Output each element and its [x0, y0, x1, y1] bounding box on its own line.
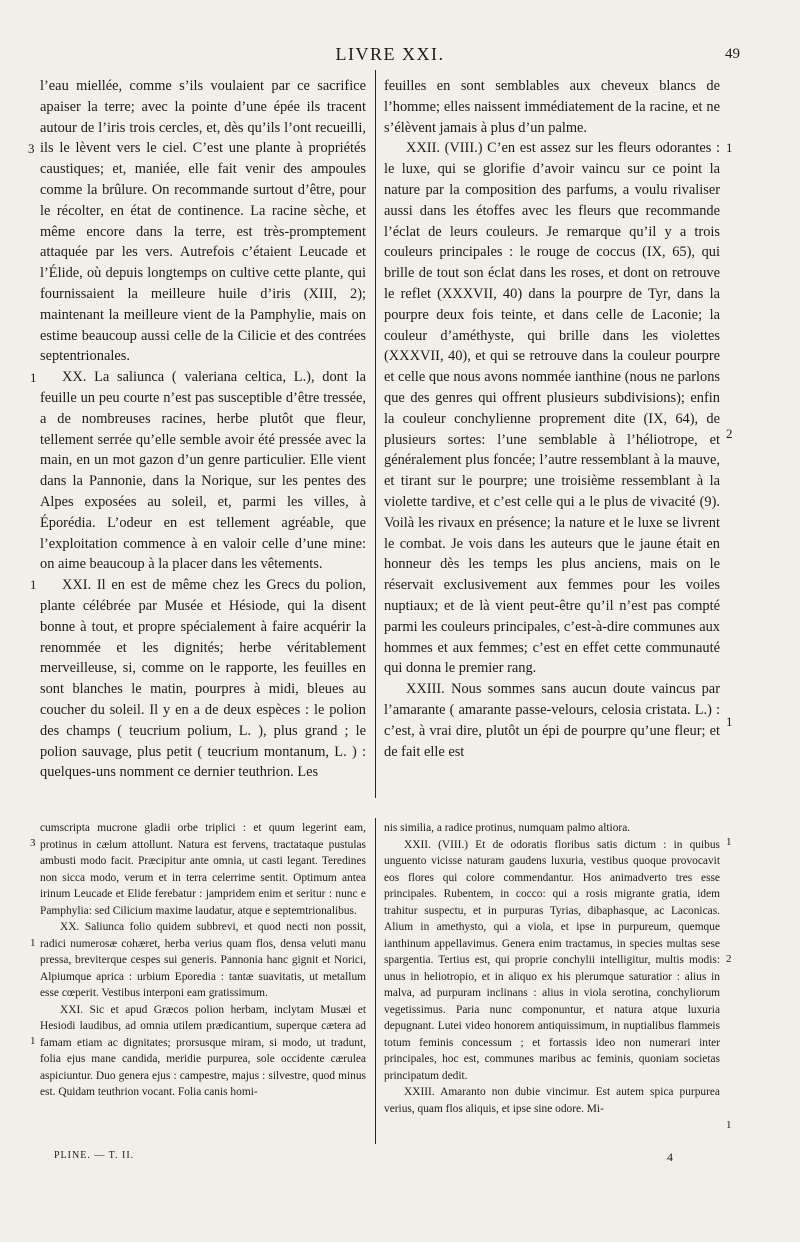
running-header — [40, 44, 740, 68]
sheet-number: 4 — [667, 1150, 673, 1164]
margin-number: 1 — [30, 937, 36, 949]
latin-paragraph: XX. Saliunca folio quidem subbrevi, et quod necti non possit, radici numerosæ cohæret, herba verius quam flos, densa veluti manu pressa, breviterque cespes sui generis. Pannonia hanc gignit et Norici, Alpiumque aprica : urbium Eporedia : tantæ suavitatis, ut metallum esse cœperit. Vestibus interponi eam gratissimum. — [40, 921, 366, 999]
latin-paragraph: nis similia, a radice protinus, numquam palmo altiora. — [384, 822, 631, 834]
margin-number: 3 — [30, 837, 36, 849]
french-translation-right-column — [384, 76, 720, 762]
page-number: 49 — [725, 46, 740, 62]
latin-paragraph: XXI. Sic et apud Græcos polion herbam, inclytam Musæi et Hesiodi laudibus, ad omnia utilem prædicantium, superque cætera ad famam etiam ac dignitates; prorsusque miram, si modo, ut tradunt, folia ejus mane candida, meridie purpurea, sole occidente cærulea aspiciuntur. Duo genera ejus : campestre, majus : silvestre, quod minus est. Quidam teuthrion vocant. Folia canis homi- — [40, 1003, 366, 1098]
margin-number: 1 — [726, 714, 733, 729]
latin-paragraph: XXII. (VIII.) Et de odoratis floribus satis dictum : in quibus unguento vicisse naturam gaudens luxuria, vestibus quoque provocavit eos flores qui colore commendantur. Hos animadverto tres esse principales. Rubentem, in cocco: qui a rosis migrante gratia, idem trahitur suspectu, et in purpuras Tyrias, dibaphasque, ac Laconicas. Alium in amethysto, qui a viola, et ipse in purpureum, quemque ianthinum appellavimus. Genera enim tractamus, in species multas sese spargentia. Tertius est, qui proprie conchylii intelligitur, multis modis: unus in heliotropio, et in aliquo ex his plerumque saturatior : alius in malva, ad purpuram inclinans : alius in viola serotina, conchyliorum vegetissimus. Paria nunc componuntur, et natura atque luxuria depugnant. Lutei video honorem antiquissimum, in nuptialibus flammeis totum feminis concessum ; et fortassis ideo non numerari inter principales, hoc est, communes maribus ac feminis, quoniam societas principatum dedit. — [384, 838, 720, 1082]
latin-text-right-column — [384, 820, 720, 1117]
latin-paragraph: cumscripta mucrone gladii orbe triplici : et quum legerint eam, protinus in cælum attollunt. Natura est fervens, tractataque pustulas ambusti modo facit. Præcipitur ante omnia, ut casti legant. Teredines non sicca modo, verum et in terra celerrime sentit. Optimum antea irinum Leucade et Elide ferebatur : jampridem enim et seritur : nunc e Pamphylia: sed Cilicium maxime laudatur, atque e septemtrionalibus. — [40, 822, 366, 917]
margin-number: 1 — [30, 370, 37, 385]
margin-number: 1 — [30, 1035, 36, 1047]
running-title: LIVRE XXI. — [335, 44, 445, 64]
french-paragraph: XXIII. Nous sommes sans aucun doute vaincus par l’amarante ( amarante passe-velours, celosia cristata. L.) : c’est, à vrai dire, plutôt un épi de pourpre qu’une fleur; et de fait elle est — [384, 681, 720, 760]
printer-signature: PLINE. — T. II. — [54, 1150, 135, 1161]
french-paragraph: XX. La saliunca ( valeriana celtica, L.), dont la feuille un peu courte n’est pas susceptible d’être tressée, a de nombreuses racines, herbe plutôt que fleur, tellement serrée qu’elle semble avoir été pressée avec la main, en un mot gazon d’un genre particulier. Elle vient dans la Pannonie, dans la Norique, sur les pentes des Alpes exposées au soleil, et, parmi les villes, à Éporédia. L’odeur en est tellement agréable, que l’exploitation commence à en valoir celle d’une mine: on aime beaucoup à la placer dans les vêtements. — [40, 369, 366, 573]
margin-number: 2 — [726, 426, 733, 441]
column-divider-top — [375, 70, 376, 798]
margin-number: 2 — [726, 953, 732, 965]
french-paragraph: XXI. Il en est de même chez les Grecs du polion, plante célébrée par Musée et Hésiode, qui la disent bonne à tout, et propre spécialement à faire acquérir la renommée et les dignités; herbe véritablement merveilleuse, si, comme on le rapporte, les feuilles en sont blanches le matin, pourpres à midi, bleues au coucher du soleil. Il y en a de deux espèces : le polion des champs ( teucrium polium, L. ), plus grand ; le polion sauvage, plus petit ( teucrium montanum, L. ) : quelques-uns nomment ce dernier teuthrion. Les — [40, 577, 366, 781]
french-paragraph: feuilles en sont semblables aux cheveux blancs de l’homme; elles naissent immédiatement de la racine, et ne s’élèvent jamais à plus d’un palme. — [384, 78, 720, 136]
column-divider-bottom — [375, 818, 376, 1144]
margin-number: 1 — [726, 140, 733, 155]
french-translation-left-column — [40, 76, 366, 783]
french-paragraph: XXII. (VIII.) C’en est assez sur les fleurs odorantes : le luxe, qui se glorifie d’avoir vaincu sur ce point la nature par la composition des parfums, a voulu rivaliser aussi dans les étoffes avec les fleurs que recommande l’éclat de leurs couleurs. Je remarque qu’il y a trois couleurs principales : le rouge de coccus (IX, 65), qui brille de tout son éclat dans les roses, et dont on retrouve le reflet (XXXVII, 40) dans la pourpre de Tyr, dans la pourpre deux fois teinte, et dans celle de Laconie; la couleur d’améthyste, qui brille dans les violettes (XXXVII, 40), et qui se retrouve dans la couleur pourpre et celle que nous avons nommée ianthine (nous ne parlons que des genres qui offrent plusieurs subdivisions); enfin la couleur conchylienne proprement dite (IX, 64), de plusieurs sortes: l’une semblable à l’héliotrope, et généralement plus foncée; l’autre ressemblant à la mauve, et tirant sur le pourpre; une troisième ressemblant à la violette tardive, et c’est celle qui a le plus de vivacité (9). Voilà les rivaux en présence; la nature et le luxe se livrent le combat. Je vois dans les auteurs que le jaune était en honneur dès les temps les plus anciens, mais on le réservait exclusivement aux femmes pour les voiles nuptiaux; et de là vient peut-être qu’il n’est pas compté parmi les couleurs principales, c’est-à-dire communes aux hommes et aux femmes; c’est en effet cette communauté qui donna le premier rang. — [384, 140, 720, 677]
margin-number: 1 — [30, 577, 37, 592]
latin-paragraph: XXIII. Amaranto non dubie vincimur. Est autem spica purpurea verius, quam flos aliquis, et ipse sine odore. Mi- — [384, 1086, 720, 1115]
margin-number: 1 — [726, 836, 732, 848]
latin-text-left-column — [40, 820, 366, 1101]
margin-number: 3 — [28, 141, 35, 156]
margin-number: 1 — [726, 1119, 732, 1131]
french-paragraph: l’eau miellée, comme s’ils voulaient par ce sacrifice apaiser la terre; avec la pointe d’une épée ils tracent autour de l’iris trois cercles, et, dès qu’ils l’ont recueilli, ils le lèvent vers le ciel. C’est une plante à propriétés caustiques; et, maniée, elle fait venir des ampoules comme la brûlure. On recommande surtout d’être, pour le récolter, en état de continence. La racine sèche, et même encore dans la terre, est très-promptement attaquée par les vers. Autrefois c’étaient Leucade et l’Élide, où depuis longtemps on cultive cette plante, qui fournissaient la meilleure huile d’iris (XIII, 2); maintenant la meilleure vient de la Pamphylie, mais on estime beaucoup aussi celle de la Cilicie et des contrées septentrionales. — [40, 78, 366, 365]
